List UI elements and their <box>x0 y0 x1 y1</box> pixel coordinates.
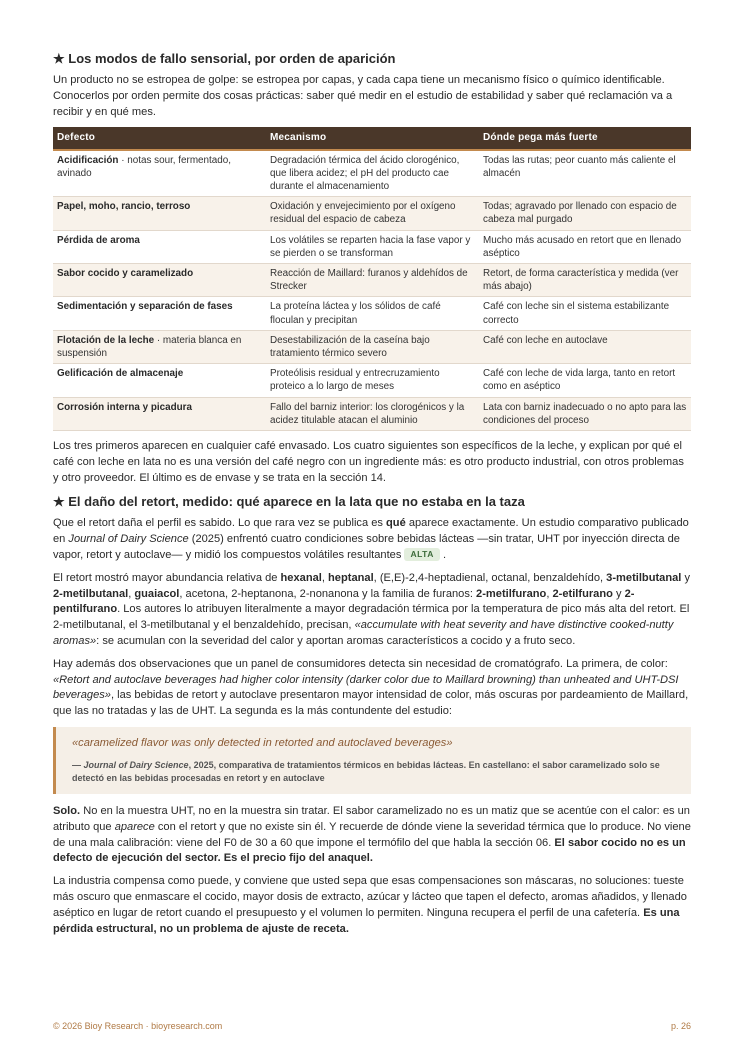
failure-modes-table <box>53 127 691 431</box>
table-row <box>53 230 691 263</box>
defect-name: Corrosión interna y picadura <box>57 401 192 413</box>
industry-paragraph: La industria compensa como puede, y conviene que usted sepa que esas compensaciones son máscaras, no soluciones: tueste más oscuro que enmascare el cocido, mayor dosis de extracto, azúcar y lácteo que tapen el defecto, aromas añadidos, y llenado aséptico en lugar de retort cuando el presupuesto y el volumen lo permiten. Ninguna recupera el perfil de una cafetería. Es una pérdida estructural, no un problema de ajuste de receta. <box>53 875 687 935</box>
table-row <box>53 330 691 363</box>
column-header-where: Dónde pega más fuerte <box>479 127 691 149</box>
table-row <box>53 150 691 197</box>
mechanism-cell: Fallo del barniz interior: los clorogénicos y la acidez titulable atacan el aluminio <box>266 397 479 430</box>
footer-copyright: © 2026 Bioy Research · bioyresearch.com <box>53 1021 223 1031</box>
table-row <box>53 297 691 330</box>
mechanism-cell: Los volátiles se reparten hacia la fase vapor y se pierden o se transforman <box>266 230 479 263</box>
defect-note: · materia blanca en suspensión <box>57 334 242 360</box>
defect-name: Flotación de la leche <box>57 334 155 346</box>
quote-source: — Journal of Dairy Science, 2025, comparativa de tratamientos térmicos en bebidas lácteas. En castellano: el sabor caramelizado solo se detectó en las bebidas procesadas en retort y en autoclave <box>72 760 660 783</box>
intro-paragraph: Un producto no se estropea de golpe: se estropea por capas, y cada capa tiene un mecanismo físico o químico identificable. Conocerlos por orden permite dos cosas prácticas: saber qué medir en el estudio de estabilidad y saber qué reclamación va a recibir y en qué mes. <box>53 74 673 118</box>
where-cell: Retort, de forma característica y medida (ver más abajo) <box>479 264 691 297</box>
quote-text: «caramelized flavor was only detected in retorted and autoclaved beverages» <box>72 737 453 749</box>
mechanism-cell: Oxidación y envejecimiento por el oxígeno residual del espacio de cabeza <box>266 197 479 230</box>
after-table-paragraph: Los tres primeros aparecen en cualquier café envasado. Los cuatro siguientes son específicos de la leche, y explican por qué el café con leche en lata no es una versión del café negro con un ingrediente más: es otro producto industrial, con otros problemas y otro proveedor. El último es de envase y se trata en la sección 14. <box>53 440 684 484</box>
section-title-failure-modes: ★ Los modos de fallo sensorial, por orden de aparición <box>53 51 396 66</box>
defect-name: Papel, moho, rancio, terroso <box>57 201 191 213</box>
section-title-retort-damage: ★ El daño del retort, medido: qué aparece en la lata que no estaba en la taza <box>53 494 525 510</box>
where-cell: Café con leche de vida larga, tanto en retort como en aséptico <box>479 364 691 397</box>
defect-name: Sabor cocido y caramelizado <box>57 268 194 280</box>
study-quote <box>53 727 691 794</box>
mechanism-cell: Proteólisis residual y entrecruzamiento proteico a lo largo de meses <box>266 364 479 397</box>
where-cell: Todas las rutas; peor cuanto más caliente el almacén <box>479 150 691 197</box>
defect-name: Gelificación de almacenaje <box>57 368 184 380</box>
table-row <box>53 264 691 297</box>
retort-compounds-paragraph: El retort mostró mayor abundancia relativa de hexanal, heptanal, (E,E)-2,4-heptadienal, octanal, benzaldehído, 3-metilbutanal y 2-metilbutanal, guaiacol, acetona, 2-heptanona, 2-nonanona y la familia de furanos: 2-metilfurano, 2-etilfurano y 2-pentilfurano. Los autores lo atribuyen literalmente a mayor degradación térmica por la temperatura de pico más alta del retort. El 2-metilbutanal, el 3-metilbutanal y el benzaldehído, precisan, «accumulate with heat severity and have distinctive cooked-nutty aromas»: se acumulan con la severidad del calor y aportan aromas característicos a cocido y a fruto seco. <box>53 571 691 648</box>
where-cell: Café con leche sin el sistema estabilizante correcto <box>479 297 691 330</box>
retort-intro-paragraph: Que el retort daña el perfil es sabido. Lo que rara vez se publica es qué aparece exactamente. Un estudio comparativo publicado en Journal of Dairy Science (2025) enfrentó cuatro condiciones sobre bebidas lácteas —sin tratar, UHT por inyección directa de vapor, retort y autoclave— y midió los compuestos volátiles resultantes ALTA . <box>53 517 689 562</box>
mechanism-cell: La proteína láctea y los sólidos de café floculan y precipitan <box>266 297 479 330</box>
defect-name: Acidificación <box>57 154 119 166</box>
page-number: p. 26 <box>670 1021 691 1031</box>
where-cell: Lata con barniz inadecuado o no apto para las condiciones del proceso <box>479 397 691 430</box>
defect-note: · notas sour, fermentado, avinado <box>57 154 231 179</box>
column-header-defect: Defecto <box>53 127 266 149</box>
consumer-panel-paragraph: Hay además dos observaciones que un panel de consumidores detecta sin necesidad de cromatógrafo. La primera, de color: «Retort and autoclave beverages had higher color intensity (darker color due to Maillard browning) than unheated and UHT-DSI beverages», las bebidas de retort y autoclave presentaron mayor intensidad de color, más oscuras por pardeamiento de Maillard, que las no tratadas y las de UHT. La segunda es la más contundente del estudio: <box>53 657 689 718</box>
page-footer <box>53 1021 691 1031</box>
table-row <box>53 397 691 430</box>
confidence-badge: ALTA <box>404 548 439 561</box>
where-cell: Café con leche en autoclave <box>479 330 691 363</box>
table-row <box>53 197 691 230</box>
table-row <box>53 364 691 397</box>
defect-name: Sedimentación y separación de fases <box>57 301 233 313</box>
page-content <box>53 50 691 944</box>
conclusion-paragraph: Solo. No en la muestra UHT, no en la muestra sin tratar. El sabor caramelizado no es un matiz que se acentúe con el calor: es un atributo que aparece con el retort y que no existe sin él. Y recuerde de dónde viene la severidad térmica que lo produce. No viene de una mala calibración: viene del F0 de 30 a 60 que impone el termófilo del que habla la sección 06. El sabor cocido no es un defecto de ejecución del sector. Es el precio fijo del anaquel. <box>53 805 691 865</box>
where-cell: Todas; agravado por llenado con espacio de cabeza mal purgado <box>479 197 691 230</box>
where-cell: Mucho más acusado en retort que en llenado aséptico <box>479 230 691 263</box>
mechanism-cell: Desestabilización de la caseína bajo tratamiento térmico severo <box>266 330 479 363</box>
column-header-mechanism: Mecanismo <box>266 127 479 149</box>
mechanism-cell: Degradación térmica del ácido clorogénico, que libera acidez; el pH del producto cae durante el almacenamiento <box>266 150 479 197</box>
mechanism-cell: Reacción de Maillard: furanos y aldehídos de Strecker <box>266 264 479 297</box>
defect-name: Pérdida de aroma <box>57 234 140 246</box>
